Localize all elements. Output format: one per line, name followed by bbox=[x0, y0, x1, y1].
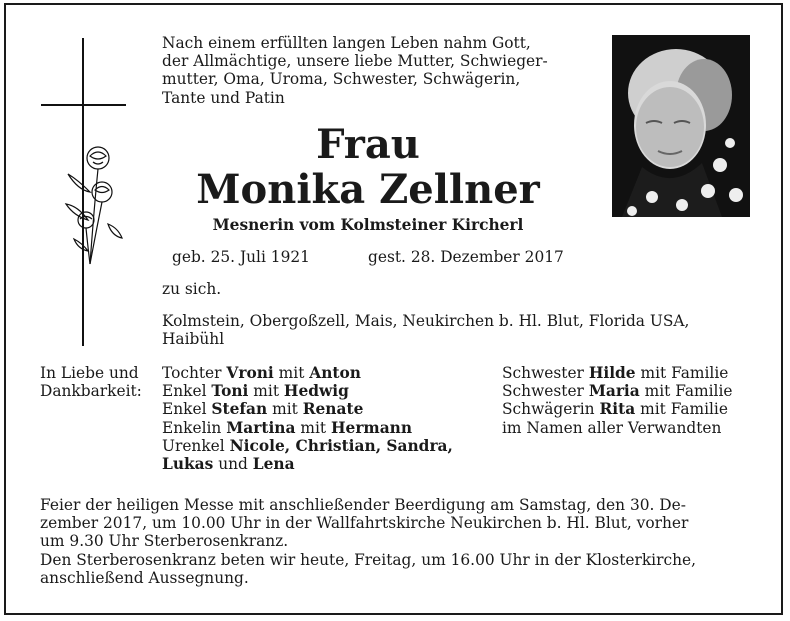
relative-text: mit bbox=[295, 418, 331, 437]
dankbarkeit-label bbox=[40, 364, 142, 400]
intro-line: mutter, Oma, Uroma, Schwester, Schwägerin, bbox=[162, 70, 521, 89]
relative-text: Urenkel bbox=[162, 436, 230, 455]
relative-line bbox=[162, 382, 492, 400]
relative-name: Lukas bbox=[162, 455, 214, 474]
relative-text: mit Familie bbox=[639, 382, 733, 401]
relative-line bbox=[162, 364, 492, 382]
relative-name: Rita bbox=[599, 400, 636, 419]
relative-text: Enkel bbox=[162, 382, 212, 401]
dankbarkeit-line: Dankbarkeit: bbox=[40, 382, 142, 401]
relative-line bbox=[502, 382, 772, 400]
relative-name: Lena bbox=[252, 455, 295, 474]
funeral-line: um 9.30 Uhr Sterberosenkranz. bbox=[40, 532, 289, 551]
relative-text: mit bbox=[267, 400, 303, 419]
relative-text: Schwägerin bbox=[502, 400, 600, 419]
relative-text: mit Familie bbox=[635, 400, 728, 419]
zu-sich-text: zu sich. bbox=[162, 280, 222, 298]
intro-line: Nach einem erfüllten langen Leben nahm Gott, bbox=[162, 34, 531, 52]
portrait-photo bbox=[612, 35, 750, 217]
relative-text: mit bbox=[273, 364, 310, 382]
relative-name: Martina bbox=[226, 418, 296, 437]
relative-name: Toni bbox=[211, 382, 249, 401]
relative-text: Enkel bbox=[162, 400, 212, 419]
relative-name: Vroni bbox=[226, 364, 274, 382]
cross-with-roses-icon bbox=[38, 34, 128, 350]
relative-text: und bbox=[213, 455, 253, 474]
relative-line bbox=[162, 455, 492, 473]
salutation: Frau bbox=[316, 121, 420, 168]
relative-name: Anton bbox=[309, 364, 361, 382]
dankbarkeit-line: In Liebe und bbox=[40, 364, 139, 382]
relative-name: Hilde bbox=[588, 364, 636, 382]
funeral-line: anschließend Aussegnung. bbox=[40, 568, 249, 587]
relative-text: im Namen aller Verwandten bbox=[502, 418, 722, 437]
relative-name: Renate bbox=[302, 400, 364, 419]
relative-name: Stefan bbox=[211, 400, 268, 419]
relatives-left-list bbox=[162, 364, 492, 473]
relative-line bbox=[162, 437, 492, 455]
relative-text: Schwester bbox=[502, 364, 589, 382]
places-text bbox=[162, 312, 762, 348]
relative-text: Schwester bbox=[502, 382, 589, 401]
relative-text: mit Familie bbox=[635, 364, 729, 382]
death-date: gest. 28. Dezember 2017 bbox=[368, 248, 564, 266]
relatives-right-list bbox=[502, 364, 772, 437]
places-line: Kolmstein, Obergoßzell, Mais, Neukirchen b. Hl. Blut, Florida USA, bbox=[162, 312, 690, 330]
relative-line bbox=[502, 419, 772, 437]
places-line: Haibühl bbox=[162, 330, 225, 349]
relative-name: Maria bbox=[588, 382, 640, 401]
funeral-line: Den Sterberosenkranz beten wir heute, Freitag, um 16.00 Uhr in der Klosterkirche, bbox=[40, 550, 696, 569]
relative-name: Nicole, Christian, Sandra, bbox=[229, 436, 453, 455]
relative-name: Hermann bbox=[330, 418, 413, 437]
relative-line bbox=[502, 364, 772, 382]
relative-name: Hedwig bbox=[283, 382, 349, 401]
deceased-role: Mesnerin vom Kolmsteiner Kircherl bbox=[212, 216, 524, 234]
portrait-illustration bbox=[612, 35, 750, 217]
birth-date: geb. 25. Juli 1921 bbox=[172, 248, 310, 266]
relative-line bbox=[502, 400, 772, 418]
funeral-text bbox=[40, 496, 752, 587]
funeral-line: Feier der heiligen Messe mit anschließender Beerdigung am Samstag, den 30. De- bbox=[40, 496, 686, 514]
relative-text: Tochter bbox=[162, 364, 227, 382]
intro-line: der Allmächtige, unsere liebe Mutter, Schwieger- bbox=[162, 52, 548, 71]
deceased-name: Monika Zellner bbox=[196, 166, 540, 213]
intro-line: Tante und Patin bbox=[162, 88, 285, 107]
funeral-line: zember 2017, um 10.00 Uhr in der Wallfahrtskirche Neukirchen b. Hl. Blut, vorher bbox=[40, 514, 689, 533]
relative-line bbox=[162, 419, 492, 437]
relative-text: mit bbox=[248, 382, 284, 401]
intro-text bbox=[162, 34, 592, 107]
relative-text: Enkelin bbox=[162, 418, 227, 437]
relative-line bbox=[162, 400, 492, 418]
